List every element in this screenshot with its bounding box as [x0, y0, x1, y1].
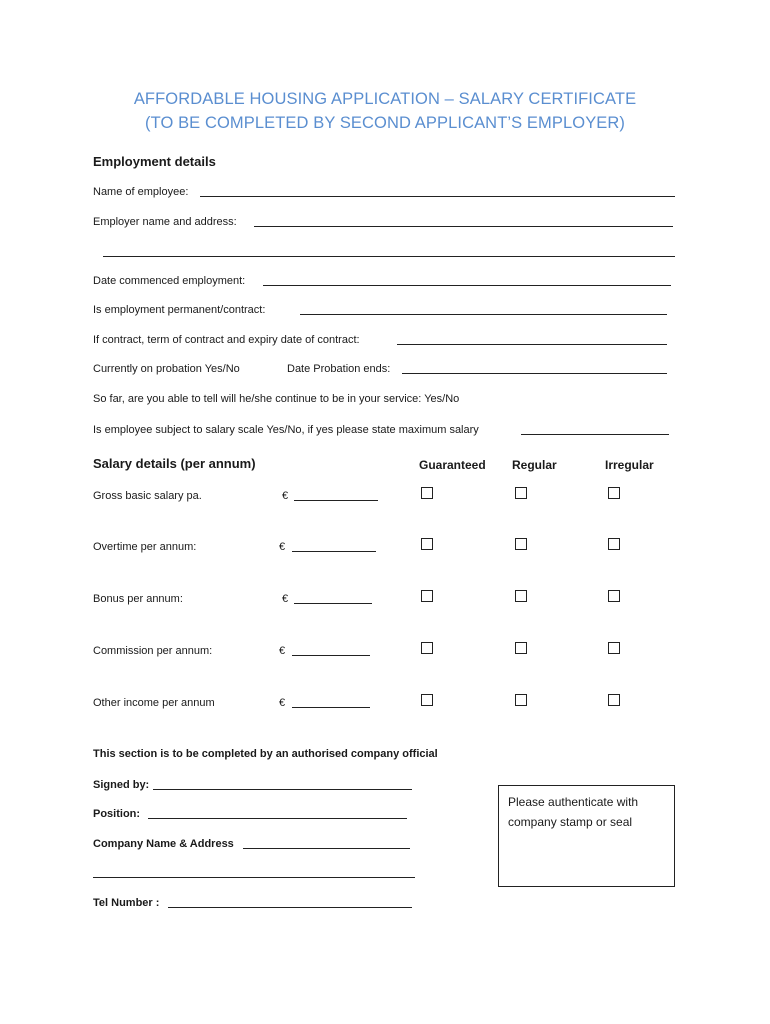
employer-address-field-line-2[interactable]: [103, 256, 675, 257]
employment-type-label: Is employment permanent/contract:: [93, 304, 266, 316]
tel-number-field[interactable]: [168, 907, 412, 908]
currency-symbol: €: [282, 593, 289, 605]
employer-name-address-field[interactable]: [254, 226, 673, 227]
column-guaranteed: Guaranteed: [419, 458, 486, 472]
company-address-field-line-2[interactable]: [93, 877, 415, 878]
form-title-line-1: AFFORDABLE HOUSING APPLICATION – SALARY CERTIFICATE: [133, 90, 637, 108]
commission-regular-checkbox[interactable]: [515, 642, 527, 654]
column-regular: Regular: [512, 458, 557, 472]
other-income-label: Other income per annum: [93, 697, 215, 709]
overtime-amount-field[interactable]: [292, 551, 376, 552]
other-income-regular-checkbox[interactable]: [515, 694, 527, 706]
currency-symbol: €: [279, 541, 286, 553]
official-section-heading: This section is to be completed by an authorised company official: [93, 748, 438, 760]
salary-scale-question: Is employee subject to salary scale Yes/No, if yes please state maximum salary: [93, 424, 479, 436]
date-commenced-field[interactable]: [263, 285, 671, 286]
bonus-guaranteed-checkbox[interactable]: [421, 590, 433, 602]
other-income-guaranteed-checkbox[interactable]: [421, 694, 433, 706]
stamp-instruction-line-2: company stamp or seal: [508, 815, 633, 829]
position-field[interactable]: [148, 818, 407, 819]
overtime-guaranteed-checkbox[interactable]: [421, 538, 433, 550]
overtime-regular-checkbox[interactable]: [515, 538, 527, 550]
other-income-irregular-checkbox[interactable]: [608, 694, 620, 706]
company-name-address-field[interactable]: [243, 848, 410, 849]
probation-label: Currently on probation Yes/No: [93, 363, 240, 375]
commission-amount-field[interactable]: [292, 655, 370, 656]
currency-symbol: €: [279, 697, 286, 709]
bonus-irregular-checkbox[interactable]: [608, 590, 620, 602]
contract-term-field[interactable]: [397, 344, 667, 345]
continue-service-question: So far, are you able to tell will he/she continue to be in your service: Yes/No: [93, 393, 460, 405]
bonus-amount-field[interactable]: [294, 603, 372, 604]
employer-name-address-label: Employer name and address:: [93, 216, 237, 228]
employment-type-field[interactable]: [300, 314, 667, 315]
employee-name-label: Name of employee:: [93, 186, 189, 198]
gross-salary-regular-checkbox[interactable]: [515, 487, 527, 499]
gross-salary-irregular-checkbox[interactable]: [608, 487, 620, 499]
maximum-salary-field[interactable]: [521, 434, 669, 435]
signed-by-field[interactable]: [153, 789, 412, 790]
bonus-label: Bonus per annum:: [93, 593, 183, 605]
commission-irregular-checkbox[interactable]: [608, 642, 620, 654]
probation-ends-field[interactable]: [402, 373, 667, 374]
tel-number-label: Tel Number :: [93, 897, 160, 909]
currency-symbol: €: [282, 490, 289, 502]
employment-details-heading: Employment details: [93, 154, 216, 169]
currency-symbol: €: [279, 645, 286, 657]
salary-details-heading: Salary details (per annum): [93, 456, 256, 471]
stamp-instruction-line-1: Please authenticate with: [508, 795, 639, 809]
gross-salary-amount-field[interactable]: [294, 500, 378, 501]
bonus-regular-checkbox[interactable]: [515, 590, 527, 602]
company-name-address-label: Company Name & Address: [93, 838, 234, 850]
date-commenced-label: Date commenced employment:: [93, 275, 246, 287]
signed-by-label: Signed by:: [93, 779, 150, 791]
commission-guaranteed-checkbox[interactable]: [421, 642, 433, 654]
overtime-irregular-checkbox[interactable]: [608, 538, 620, 550]
company-stamp-box: [498, 785, 675, 887]
probation-ends-label: Date Probation ends:: [287, 363, 391, 375]
other-income-amount-field[interactable]: [292, 707, 370, 708]
form-title-line-2: (TO BE COMPLETED BY SECOND APPLICANT’S EMPLOYER): [144, 114, 626, 132]
gross-salary-label: Gross basic salary pa.: [93, 490, 202, 502]
contract-term-label: If contract, term of contract and expiry date of contract:: [93, 334, 360, 346]
overtime-label: Overtime per annum:: [93, 541, 197, 553]
column-irregular: Irregular: [605, 458, 654, 472]
commission-label: Commission per annum:: [93, 645, 213, 657]
gross-salary-guaranteed-checkbox[interactable]: [421, 487, 433, 499]
employee-name-field[interactable]: [200, 196, 675, 197]
position-label: Position:: [93, 808, 141, 820]
